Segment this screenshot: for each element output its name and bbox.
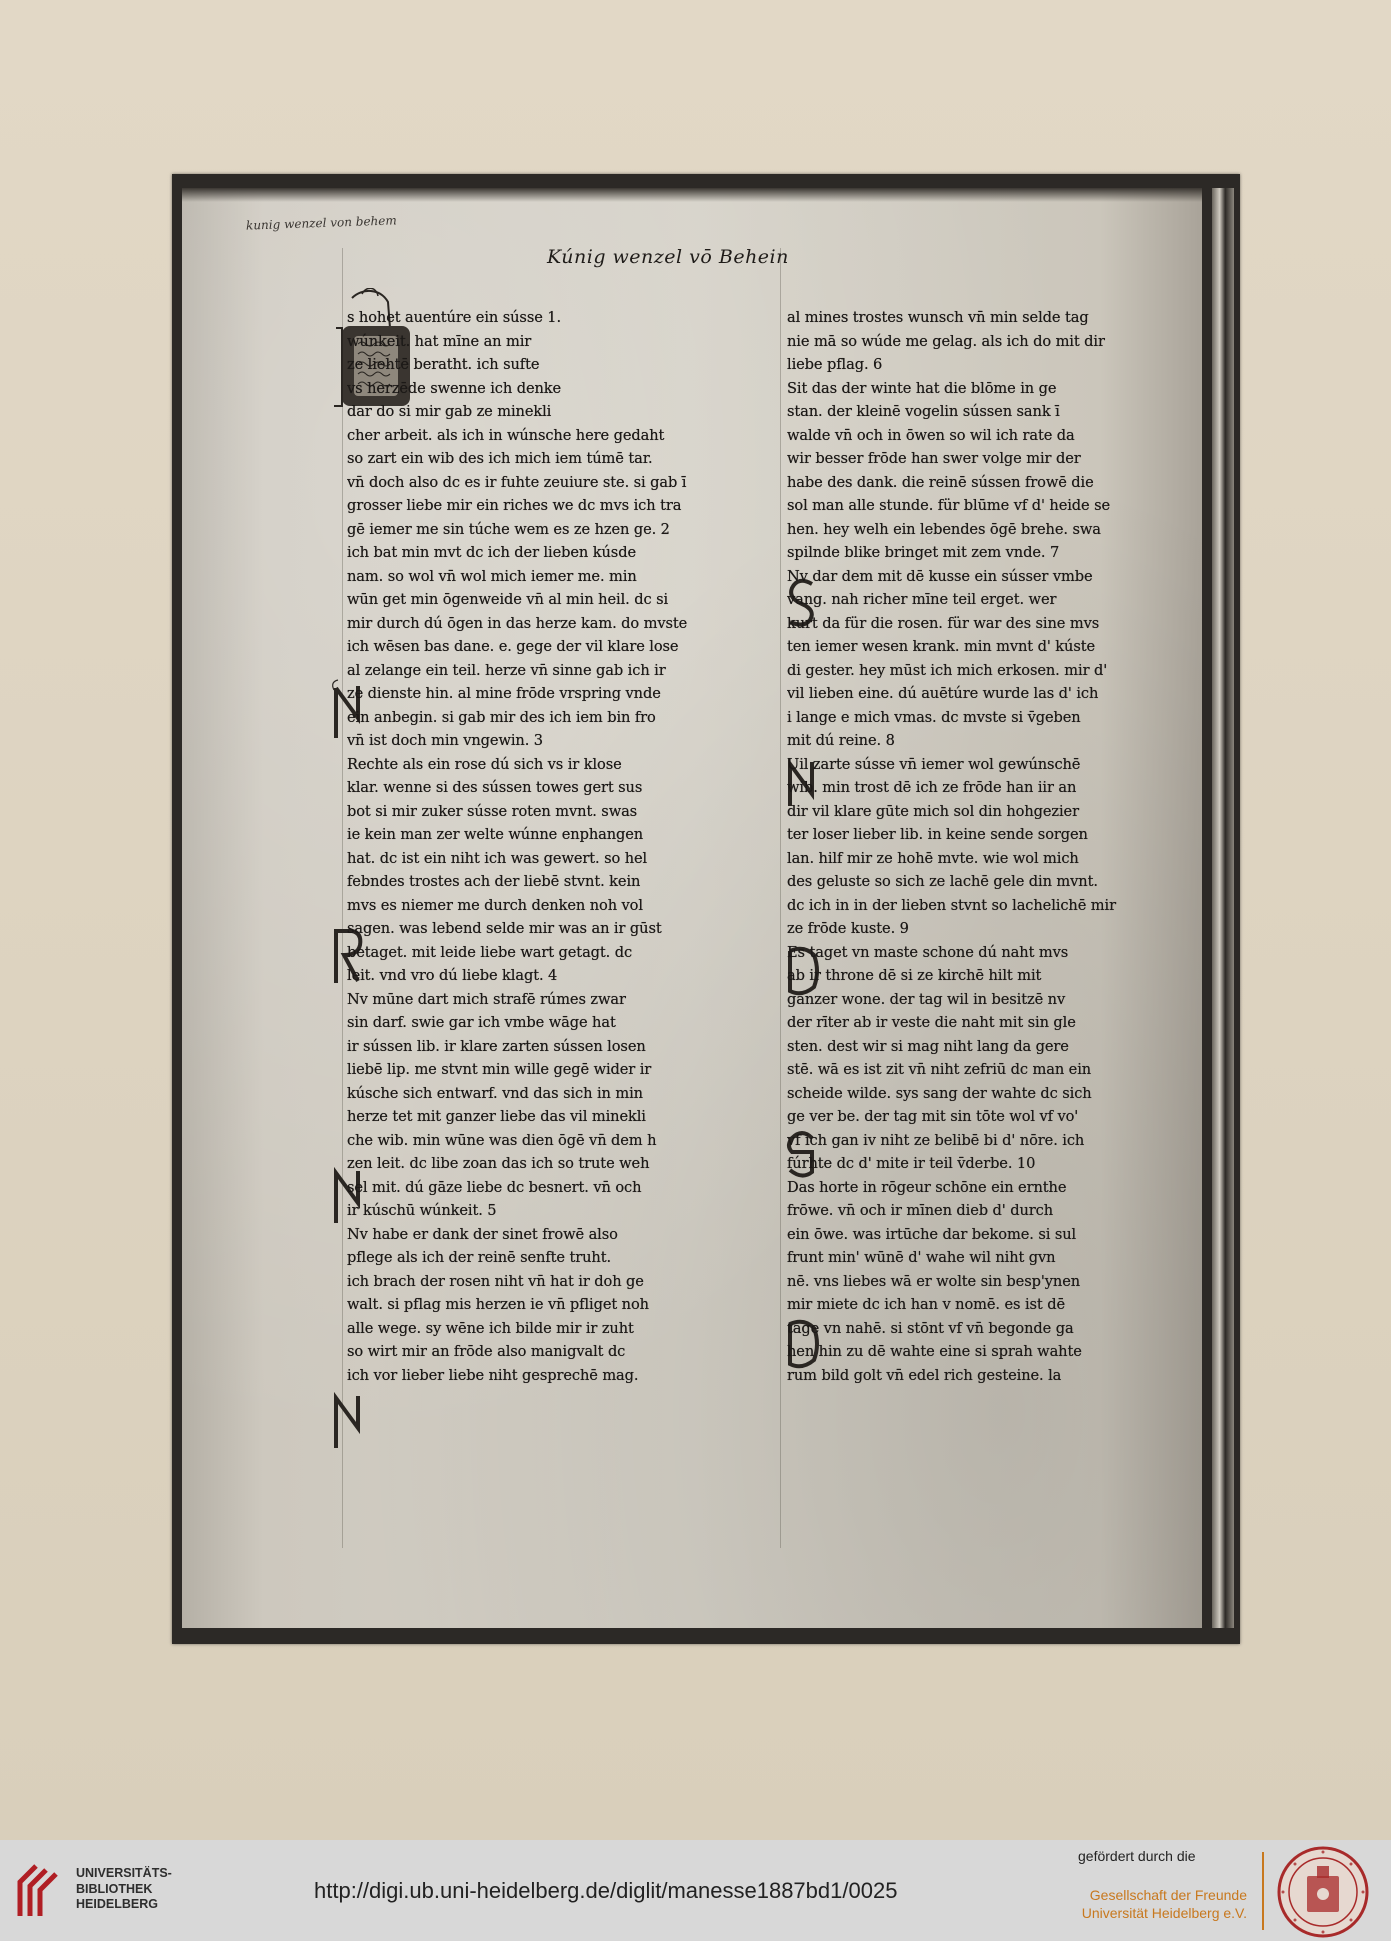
manuscript-line: cher arbeit. als ich in wúnsche here gedaht	[347, 426, 665, 444]
marginal-note: kunig wenzel von behem	[245, 213, 397, 233]
manuscript-line: dar do si mir gab ze minekli	[347, 403, 552, 420]
manuscript-line: Nv dar dem mit dē kusse ein sússer vmbe	[787, 567, 1093, 585]
document-url-link[interactable]: http://digi.ub.uni-heidelberg.de/diglit/manesse1887bd1/0025	[314, 1878, 898, 1903]
text-column-right	[787, 306, 1157, 1387]
manuscript-line: Sit das der winte hat die blōme in ge	[787, 379, 1057, 397]
running-head: Kúnig wenzel vō Behein	[547, 246, 789, 268]
society-name-line: Gesellschaft der Freunde	[1089, 1887, 1247, 1903]
library-name-line: BIBLIOTHEK	[76, 1881, 153, 1896]
manuscript-line: tage vn nahē. si stōnt vf vn̄ begonde ga	[787, 1319, 1074, 1337]
manuscript-line: ter loser lieber lib. in keine sende sorgen	[787, 826, 1088, 843]
manuscript-line: stē. wā es ist zit vn̄ niht zefriū dc man ein	[787, 1061, 1092, 1078]
manuscript-line: nie mā so wúde me gelag. als ich do mit dir	[787, 332, 1105, 350]
manuscript-line: ze dienste hin. al mine frōde vrspring vnde	[347, 685, 661, 702]
manuscript-line: stan. der kleinē vogelin sússen sank ī	[787, 403, 1060, 420]
manuscript-line: mir miete dc ich han v nomē. es ist dē	[787, 1296, 1065, 1313]
manuscript-line: ich vor lieber liebe niht gesprechē mag.	[347, 1366, 639, 1384]
manuscript-line: leit. vnd vro dú liebe klagt. 4	[347, 967, 558, 984]
society-name	[1067, 1886, 1247, 1922]
manuscript-line: frunt min' wūnē d' wahe wil niht gvn	[787, 1249, 1056, 1266]
manuscript-line: ich brach der rosen niht vn̄ hat ir doh ge	[347, 1272, 644, 1290]
manuscript-line: ein ōwe. was irtūche dar bekome. si sul	[787, 1225, 1077, 1243]
manuscript-line: kúsche sich entwarf. vnd das sich in min	[347, 1084, 643, 1102]
rule-line	[342, 248, 343, 1548]
manuscript-line: ze liehtē beratht. ich sufte	[347, 356, 540, 373]
university-library-logo-icon	[14, 1862, 66, 1920]
manuscript-line: vn̄ ist doch min vngewin. 3	[347, 732, 543, 749]
manuscript-line: klar. wenne si des sússen towes gert sus	[347, 779, 643, 796]
manuscript-line: Nv mūne dart mich strafē rúmes zwar	[347, 990, 626, 1008]
manuscript-line: gē iemer me sin túche wem es ze hzen ge. 2	[347, 520, 670, 538]
manuscript-line: vf ich gan iv niht ze belibē bi d' nōre. ich	[787, 1131, 1085, 1149]
manuscript-line: al zelange ein teil. herze vn̄ sinne gab ich ir	[347, 661, 666, 679]
manuscript-line: so wirt mir an frōde also manigvalt dc	[347, 1343, 626, 1360]
manuscript-line: wir besser frōde han swer volge mir der	[787, 450, 1081, 467]
manuscript-line: ab ir throne dē si ze kirchē hilt mit	[787, 967, 1042, 984]
manuscript-leaf	[182, 188, 1202, 1628]
manuscript-line: walde vn̄ och in ōwen so wil ich rate da	[787, 426, 1075, 444]
manuscript-line: kurt da für die rosen. für war des sine mvs	[787, 614, 1100, 632]
manuscript-line: vil lieben eine. dú auētúre wurde las d' ich	[787, 685, 1099, 702]
manuscript-line: vs herzēde swenne ich denke	[347, 379, 562, 397]
manuscript-line: hen. hey welh ein lebendes ōgē brehe. swa	[787, 520, 1101, 538]
manuscript-line: al mines trostes wunsch vn̄ min selde tag	[787, 309, 1089, 326]
manuscript-line: Es taget vn maste schone dú naht mvs	[787, 943, 1069, 961]
text-column-left	[347, 306, 717, 1387]
manuscript-line: ir sússen lib. ir klare zarten sússen losen	[347, 1037, 646, 1055]
manuscript-line: dir vil klare gūte mich sol din hohgezier	[787, 802, 1079, 820]
manuscript-line: sin darf. swie gar ich vmbe wāge hat	[347, 1014, 616, 1031]
manuscript-line: alle wege. sy wēne ich bilde mir ir zuht	[347, 1319, 634, 1337]
manuscript-line: ich bat min mvt dc ich der lieben kúsde	[347, 544, 636, 561]
manuscript-line: herze tet mit ganzer liebe das vil minekli	[347, 1108, 646, 1125]
manuscript-line: wúnkeit. hat mīne an mir	[347, 332, 532, 350]
manuscript-line: che wib. min wūne was dien ōgē vn̄ dem h	[347, 1131, 657, 1149]
manuscript-line: wūn get min ōgenweide vn̄ al min heil. dc si	[347, 591, 669, 608]
manuscript-line: hat. dc ist ein niht ich was gewert. so hel	[347, 849, 648, 867]
manuscript-line: hen hin zu dē wahte eine si sprah wahte	[787, 1343, 1082, 1360]
manuscript-line: sel mit. dú gāze liebe dc besnert. vn̄ och	[347, 1178, 642, 1196]
footer-divider	[1262, 1852, 1264, 1930]
manuscript-line: Uil zarte sússe vn̄ iemer wol gewúnschē	[787, 755, 1081, 773]
manuscript-line: fúrhte dc d' mite ir teil v̄derbe. 10	[787, 1155, 1036, 1172]
initial-flourish-icon	[328, 1388, 368, 1458]
manuscript-line: sagen. was lebend selde mir was an ir gūst	[347, 920, 662, 937]
binding-gutter	[1212, 188, 1234, 1628]
manuscript-line: sol man alle stunde. für blūme vf d' heide se	[787, 497, 1111, 514]
manuscript-line: febndes trostes ach der liebē stvnt. kein	[347, 873, 641, 890]
rule-line	[780, 248, 781, 1548]
manuscript-line: liebe pflag. 6	[787, 356, 883, 373]
footer-bar	[0, 1840, 1391, 1941]
manuscript-line: pflege als ich der reinē senfte truht.	[347, 1249, 611, 1266]
manuscript-line: ein anbegin. si gab mir des ich iem bin fro	[347, 708, 656, 726]
manuscript-line: Nv habe er dank der sinet frowē also	[347, 1225, 618, 1243]
manuscript-line: habe des dank. die reinē sússen frowē die	[787, 473, 1094, 491]
manuscript-line: so zart ein wib des ich mich iem túmē tar.	[347, 450, 653, 467]
manuscript-line: wib. min trost dē ich ze frōde han iir an	[787, 779, 1077, 796]
university-library-name	[76, 1866, 172, 1913]
manuscript-line: Das horte in rōgeur schōne ein ernthe	[787, 1178, 1067, 1196]
manuscript-line: bot si mir zuker sússe roten mvnt. swas	[347, 802, 638, 820]
manuscript-line: ganzer wone. der tag wil in besitzē nv	[787, 990, 1066, 1008]
manuscript-line: s hohet auentúre ein sússe 1.	[347, 309, 562, 326]
society-name-line: Universität Heidelberg e.V.	[1081, 1905, 1247, 1921]
manuscript-line: scheide wilde. sys sang der wahte dc sich	[787, 1084, 1092, 1102]
manuscript-line: frōwe. vn̄ och ir mīnen dieb d' durch	[787, 1202, 1054, 1219]
manuscript-line: ze frōde kuste. 9	[787, 920, 909, 937]
funded-by-label: gefördert durch die	[1078, 1848, 1196, 1864]
manuscript-line: grosser liebe mir ein riches we dc mvs ich tra	[347, 497, 682, 514]
manuscript-line: ir kúschū wúnkeit. 5	[347, 1202, 497, 1219]
manuscript-line: sten. dest wir si mag niht lang da gere	[787, 1037, 1069, 1055]
manuscript-line: nam. so wol vn̄ wol mich iemer me. min	[347, 567, 637, 585]
university-seal-icon	[1277, 1846, 1369, 1938]
manuscript-line: dc ich in in der lieben stvnt so lachelichē mir	[787, 896, 1116, 914]
manuscript-line: zen leit. dc libe zoan das ich so trute weh	[347, 1155, 650, 1172]
manuscript-line: mir durch dú ōgen in das herze kam. do mvste	[347, 614, 688, 632]
manuscript-line: betaget. mit leide liebe wart getagt. dc	[347, 943, 633, 961]
manuscript-line: walt. si pflag mis herzen ie vn̄ pfliget noh	[347, 1296, 649, 1313]
manuscript-line: liebē lip. me stvnt min wille gegē wider ir	[347, 1061, 652, 1078]
library-name-line: HEIDELBERG	[76, 1897, 158, 1911]
manuscript-line: lan. hilf mir ze hohē mvte. wie wol mich	[787, 849, 1079, 867]
manuscript-photograph	[172, 174, 1240, 1644]
manuscript-line: i lange e mich vmas. dc mvste si v̄geben	[787, 708, 1081, 726]
manuscript-line: ie kein man zer welte wúnne enphangen	[347, 826, 644, 843]
manuscript-line: vn̄ doch also dc es ir fuhte zeuiure ste. si gab ī	[347, 473, 687, 491]
manuscript-line: des geluste so sich ze lachē gele din mvnt.	[787, 873, 1098, 890]
manuscript-line: ich wēsen bas dane. e. gege der vil klare lose	[347, 638, 679, 655]
library-name-line: UNIVERSITÄTS-	[76, 1866, 172, 1880]
manuscript-line: rum bild golt vn̄ edel rich gesteine. la	[787, 1366, 1062, 1384]
manuscript-line: ge ver be. der tag mit sin tōte wol vf vo'	[787, 1108, 1079, 1125]
manuscript-line: ten iemer wesen krank. min mvnt d' kúste	[787, 638, 1096, 655]
manuscript-line: nē. vns liebes wā er wolte sin besp'ynen	[787, 1272, 1081, 1290]
manuscript-line: mit dú reine. 8	[787, 732, 895, 749]
manuscript-line: di gester. hey mūst ich mich erkosen. mir d'	[787, 661, 1108, 679]
manuscript-line: vang. nah richer mīne teil erget. wer	[787, 591, 1057, 608]
manuscript-line: mvs es niemer me durch denken noh vol	[347, 896, 643, 914]
manuscript-line: Rechte als ein rose dú sich vs ir klose	[347, 755, 622, 773]
manuscript-line: spilnde blike bringet mit zem vnde. 7	[787, 544, 1060, 561]
manuscript-line: der rīter ab ir veste die naht mit sin gle	[787, 1014, 1076, 1031]
